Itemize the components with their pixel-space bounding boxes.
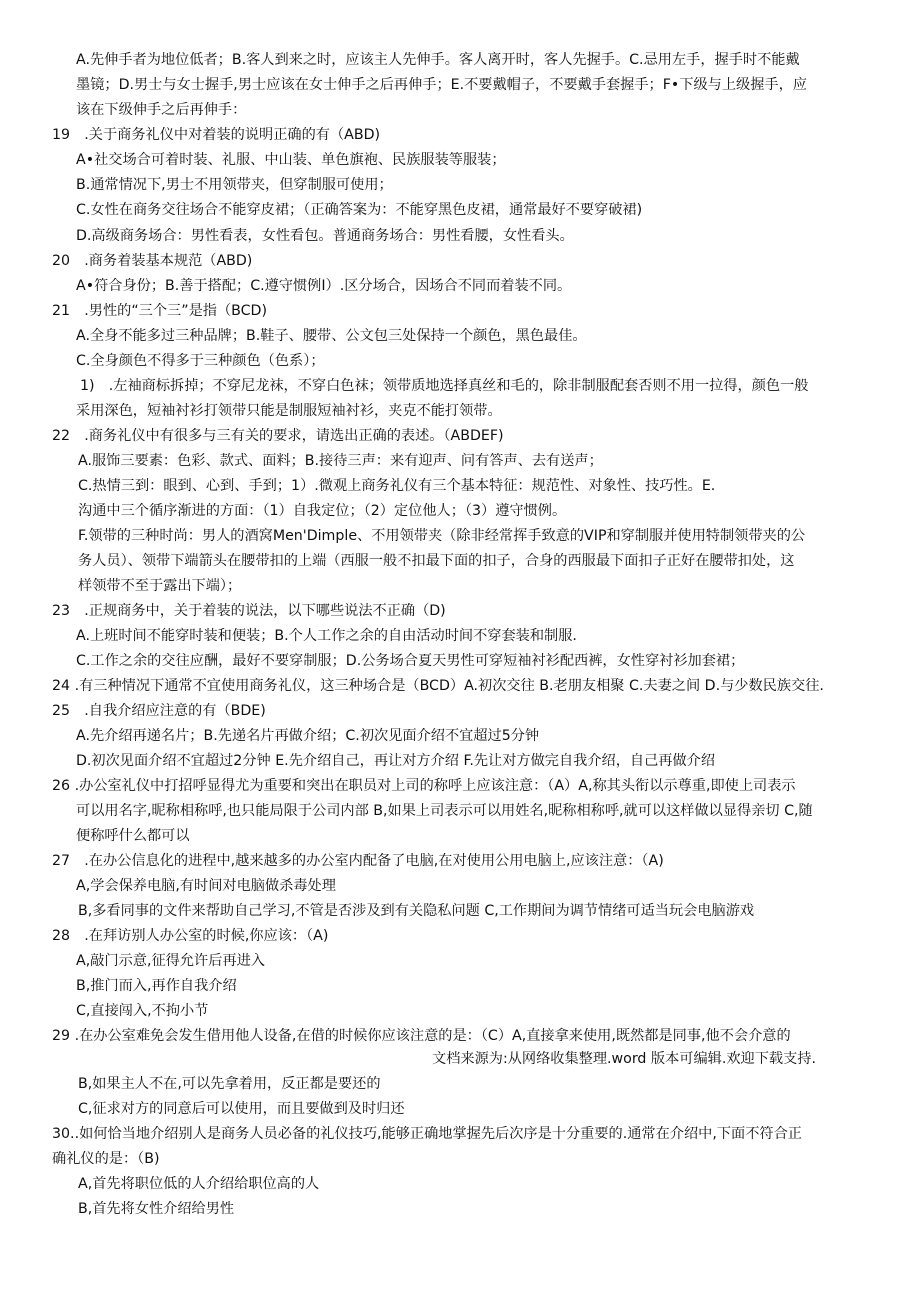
question-24: 24 .有三种情况下通常不宜使用商务礼仪，这三种场合是（BCD）A.初次交往 B.老朋友相聚 C.夫妻之间 D.与少数民族交往. (52, 678, 824, 694)
line-32: 便称呼什么都可以 (76, 828, 190, 844)
line-24: A.上班时间不能穿时装和便装；B.个人工作之余的自由活动时间不穿套装和制服. (76, 628, 577, 644)
line-2: 墨镜；D.男士与女士握手,男士应该在女士伸手之后再伸手；E.不要戴帽子，不要戴手套握手；F•下级与上级握手，应 (76, 77, 807, 93)
line-37: A,敲门示意,征得允许后再进入 (76, 953, 265, 969)
line-28: A.先介绍再递名片；B.先递名片再做介绍；C.初次见面介绍不宜超过5分钟 (76, 728, 540, 744)
line-19: 沟通中三个循序渐进的方面：（1）自我定位；（2）定位他人；（3）遵守惯例。 (78, 503, 567, 519)
line-22: 样领带不至于露出下端）； (78, 578, 242, 594)
question-28: 28 .在拜访别人办公室的时候,你应该：（A) (52, 928, 329, 944)
line-31: 可以用名字,昵称相称呼,也只能局限于公司内部 B,如果上司表示可以用姓名,昵称相称呼,就可以这样做以显得亲切 C,随 (76, 803, 813, 819)
line-21: 务人员）、领带下端箭头在腰带扣的上端（西服一般不扣最下面的扣子，合身的西服最下面扣子正好在腰带扣处，这 (78, 553, 795, 569)
line-29: D.初次见面介绍不宜超过2分钟 E.先介绍自己，再让对方介绍 F.先让对方做完自我介绍，自己再做介绍 (76, 753, 716, 769)
question-26: 26 .办公室礼仪中打招呼显得尤为重要和突出在职员对上司的称呼上应该注意：（A）A,称其头衔以示尊重,即使上司表示 (52, 778, 796, 794)
line-15: 采用深色，短袖衬衫打领带只能是制服短袖衬衫，夹克不能打领带。 (76, 403, 502, 419)
question-19: 19 .关于商务礼仪中对着装的说明正确的有（ABD) (52, 127, 381, 143)
line-45: 确礼仪的是：（B) (52, 1151, 160, 1167)
question-20: 20 .商务着装基本规范（ABD) (52, 253, 253, 269)
question-25: 25 .自我介绍应注意的有（BDE) (52, 703, 266, 719)
question-22: 22 .商务礼仪中有很多与三有关的要求，请选出正确的表述。（ABDEF) (52, 428, 504, 444)
line-3: 该在下级伸手之后再伸手： (76, 102, 247, 118)
source-note: 文档来源为:从网络收集整理.word 版本可编辑.欢迎下载支持. (432, 1051, 817, 1067)
question-21: 21 .男性的“三个三”是指（BCD) (52, 303, 267, 319)
line-47: B,首先将女性介绍给男性 (78, 1201, 235, 1217)
line-34: A,学会保养电脑,有时间对电脑做杀毒处理 (76, 878, 336, 894)
line-7: C.女性在商务交往场合不能穿皮裙；（正确答案为：不能穿黑色皮裙，通常最好不要穿破裙) (76, 202, 643, 218)
line-8: D.高级商务场合：男性看表，女性看包。普通商务场合：男性看腰，女性看头。 (76, 228, 574, 244)
line-13: C.全身颜色不得多于三种颜色（色系）； (76, 353, 325, 369)
question-27: 27 .在办公信息化的进程中,越来越多的办公室内配备了电脑,在对使用公用电脑上,应该注意：（A) (52, 853, 664, 869)
line-25: C.工作之余的交往应酬，最好不要穿制服；D.公务场合夏天男性可穿短袖衬衫配西裤，女性穿衬衫加套裙； (76, 653, 745, 669)
line-1: A.先伸手者为地位低者；B.客人到来之时，应该主人先伸手。客人离开时，客人先握手。C.忌用左手，握手时不能戴 (76, 52, 800, 68)
question-23: 23 .正规商务中，关于着装的说法，以下哪些说法不正确（D) (52, 603, 446, 619)
question-29: 29 .在办公室难免会发生借用他人设备,在借的时候你应该注意的是：（C）A,直接拿来使用,既然都是同事,他不会介意的 (52, 1028, 791, 1044)
line-12: A.全身不能多过三种品牌；B.鞋子、腰带、公文包三处保持一个颜色，黑色最佳。 (76, 328, 587, 344)
question-30: 30..如何恰当地介绍别人是商务人员必备的礼仪技巧,能够正确地掌握先后次序是十分重要的.通常在介绍中,下面不符合正 (52, 1126, 802, 1142)
line-14: 1) .左袖商标拆掉；不穿尼龙袜，不穿白色袜；领带质地选择真丝和毛的，除非制服配套否则不用一拉得，颜色一般 (80, 378, 809, 394)
line-46: A,首先将职位低的人介绍给职位高的人 (78, 1176, 320, 1192)
line-38: B,推门而入,再作自我介绍 (76, 978, 237, 994)
line-39: C,直接闯入,不拘小节 (76, 1003, 209, 1019)
line-18: C.热情三到：眼到、心到、手到；1）.微观上商务礼仪有三个基本特征：规范性、对象性、技巧性。E. (78, 478, 716, 494)
line-10: A•符合身份；B.善于搭配；C.遵守惯例I）.区分场合，因场合不同而着装不同。 (76, 278, 572, 294)
line-42: B,如果主人不在,可以先拿着用，反正都是要还的 (78, 1076, 381, 1092)
line-20: F.领带的三种时尚：男人的酒窝Men'Dimple、不用领带夹（除非经常挥手致意的VIP和穿制服并使用特制领带夹的公 (78, 528, 806, 544)
line-5: A•社交场合可着时装、礼服、中山装、单色旗袍、民族服装等服装； (76, 152, 506, 168)
line-35: B,多看同事的文件来帮助自己学习,不管是否涉及到有关隐私问题 C,工作期间为调节情绪可适当玩会电脑游戏 (78, 903, 755, 919)
line-43: C,征求对方的同意后可以使用，而且要做到及时归还 (78, 1101, 405, 1117)
line-6: B.通常情况下,男士不用领带夹，但穿制服可使用； (76, 177, 393, 193)
line-17: A.服饰三要素：色彩、款式、面料；B.接待三声：来有迎声、问有答声、去有送声； (78, 453, 603, 469)
